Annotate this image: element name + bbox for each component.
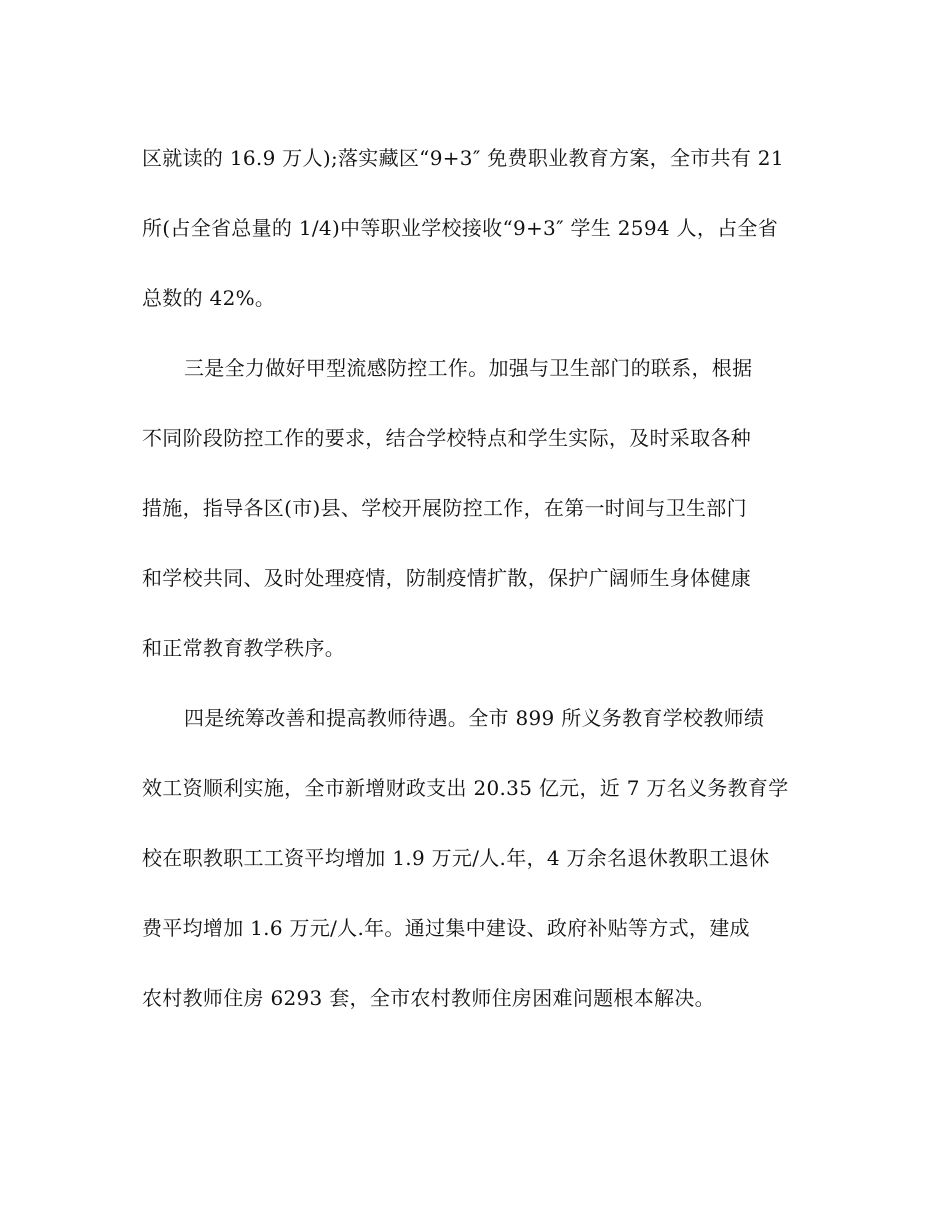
paragraph-line: 四是统筹改善和提高教师待遇。全市 899 所义务教育学校教师绩 (184, 706, 765, 730)
paragraph-line: 效工资顺利实施，全市新增财政支出 20.35 亿元，近 7 万名义务教育学 (142, 776, 789, 800)
paragraph-line: 校在职教职工工资平均增加 1.9 万元/人.年，4 万余名退休教职工退休 (142, 846, 770, 870)
paragraph-line: 费平均增加 1.6 万元/人.年。通过集中建设、政府补贴等方式，建成 (142, 916, 750, 940)
paragraph-line: 措施，指导各区(市)县、学校开展防控工作，在第一时间与卫生部门 (142, 496, 747, 520)
paragraph-line: 总数的 42%。 (142, 286, 276, 310)
paragraph-line: 区就读的 16.9 万人);落实藏区“9+3″ 免费职业教育方案，全市共有 21 (142, 146, 784, 170)
paragraph-line: 和学校共同、及时处理疫情，防制疫情扩散，保护广阔师生身体健康 (142, 566, 751, 590)
paragraph-line: 和正常教育教学秩序。 (142, 636, 345, 660)
paragraph-line: 农村教师住房 6293 套，全市农村教师住房困难问题根本解决。 (142, 986, 715, 1010)
paragraph-line: 所(占全省总量的 1/4)中等职业学校接收“9+3″ 学生 2594 人，占全省 (142, 216, 779, 240)
paragraph-line: 三是全力做好甲型流感防控工作。加强与卫生部门的联系，根据 (184, 356, 753, 380)
paragraph-line: 不同阶段防控工作的要求，结合学校特点和学生实际，及时采取各种 (142, 426, 751, 450)
